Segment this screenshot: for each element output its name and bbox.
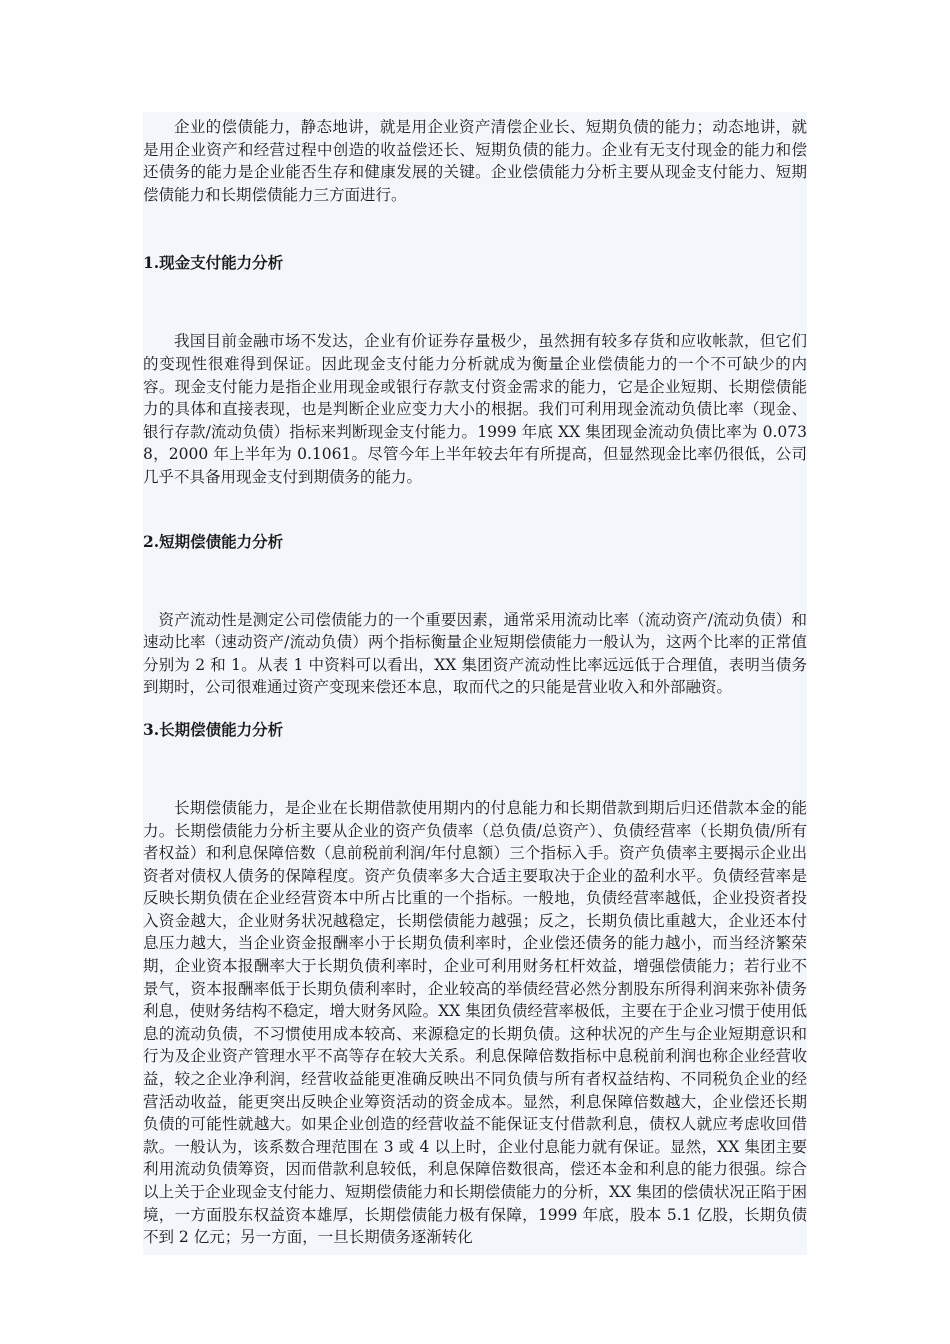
document-body bbox=[143, 112, 807, 1255]
section-heading-short-term-solvency: 2.短期偿债能力分析 bbox=[143, 531, 284, 551]
section-body-short-term-solvency: 资产流动性是测定公司偿债能力的一个重要因素，通常采用流动比率（流动资产/流动负债）和速动比率（速动资产/流动负债）两个指标衡量企业短期偿债能力一般认为，这两个比率的正常值分别为 2 和 1。从表 1 中资料可以看出，XX 集团资产流动性比率远远低于合理值，表明当债务到期时，公司很难通过资产变现来偿还本息，取而代之的只能是营业收入和外部融资。 bbox=[143, 610, 807, 697]
intro-paragraph: 企业的偿债能力，静态地讲，就是用企业资产清偿企业长、短期负债的能力；动态地讲，就是用企业资产和经营过程中创造的收益偿还长、短期负债的能力。企业有无支付现金的能力和偿还债务的能力是企业能否生存和健康发展的关键。企业偿债能力分析主要从现金支付能力、短期偿债能力和长期偿债能力三方面进行。 bbox=[143, 118, 807, 204]
section-heading-cash-payment: 1.现金支付能力分析 bbox=[143, 253, 284, 273]
section-heading-long-term-solvency: 3.长期偿债能力分析 bbox=[143, 719, 284, 739]
section-body-cash-payment: 我国目前金融市场不发达，企业有价证券存量极少，虽然拥有较多存货和应收帐款，但它们的变现性很难得到保证。因此现金支付能力分析就成为衡量企业偿债能力的一个不可缺少的内容。现金支付能力是指企业用现金或银行存款支付资金需求的能力，它是企业短期、长期偿债能力的具体和直接表现，也是判断企业应变力大小的根据。我们可利用现金流动负债比率（现金、银行存款/流动负债）指标来判断现金支付能力。1999 年底 XX 集团现金流动负债比率为 0.0738，2000 年上半年为 0.1061。尽管今年上半年较去年有所提高，但显然现金比率仍很低，公司几乎不具备用现金支付到期债务的能力。 bbox=[143, 332, 807, 486]
section-body-long-term-solvency: 长期偿债能力，是企业在长期借款使用期内的付息能力和长期借款到期后归还借款本金的能力。长期偿债能力分析主要从企业的资产负债率（总负债/总资产）、负债经营率（长期负债/所有者权益）和利息保障倍数（息前税前利润/年付息额）三个指标入手。资产负债率主要揭示企业出资者对债权人债务的保障程度。资产负债率多大合适主要取决于企业的盈利水平。负债经营率是反映长期负债在企业经营资本中所占比重的一个指标。一般地，负债经营率越低，企业投资者投入资金越大，企业财务状况越稳定，长期偿债能力越强；反之，长期负债比重越大，企业还本付息压力越大，当企业资金报酬率小于长期负债利率时，企业偿还债务的能力越小，而当经济繁荣期，企业资本报酬率大于长期负债利率时，企业可利用财务杠杆效益，增强偿债能力；若行业不景气，资本报酬率低于长期负债利率时，企业较高的举债经营必然分割股东所得利润来弥补债务利息，使财务结构不稳定，增大财务风险。XX 集团负债经营率极低，主要在于企业习惯于使用低息的流动负债，不习惯使用成本较高、来源稳定的长期负债。这种状况的产生与企业短期意识和行为及企业资产管理水平不高等存在较大关系。利息保障倍数指标中息税前利润也称企业经营收益，较之企业净利润，经营收益能更准确反映出不同负债与所有者权益结构、不同税负企业的经营活动收益，能更突出反映企业筹资活动的资金成本。显然，利息保障倍数越大，企业偿还长期负债的可能性就越大。如果企业创造的经营收益不能保证支付借款利息，债权人就应考虑收回借款。一般认为，该系数合理范围在 3 或 4 以上时，企业付息能力就有保证。显然，XX 集团主要利用流动负债筹资，因而借款利息较低，利息保障倍数很高，偿还本金和利息的能力很强。综合以上关于企业现金支付能力、短期偿债能力和长期偿债能力的分析，XX 集团的偿债状况正陷于困境，一方面股东权益资本雄厚，长期偿债能力极有保障，1999 年底，股本 5.1 亿股，长期负债不到 2 亿元；另一方面，一旦长期债务逐渐转化 bbox=[143, 798, 807, 1247]
